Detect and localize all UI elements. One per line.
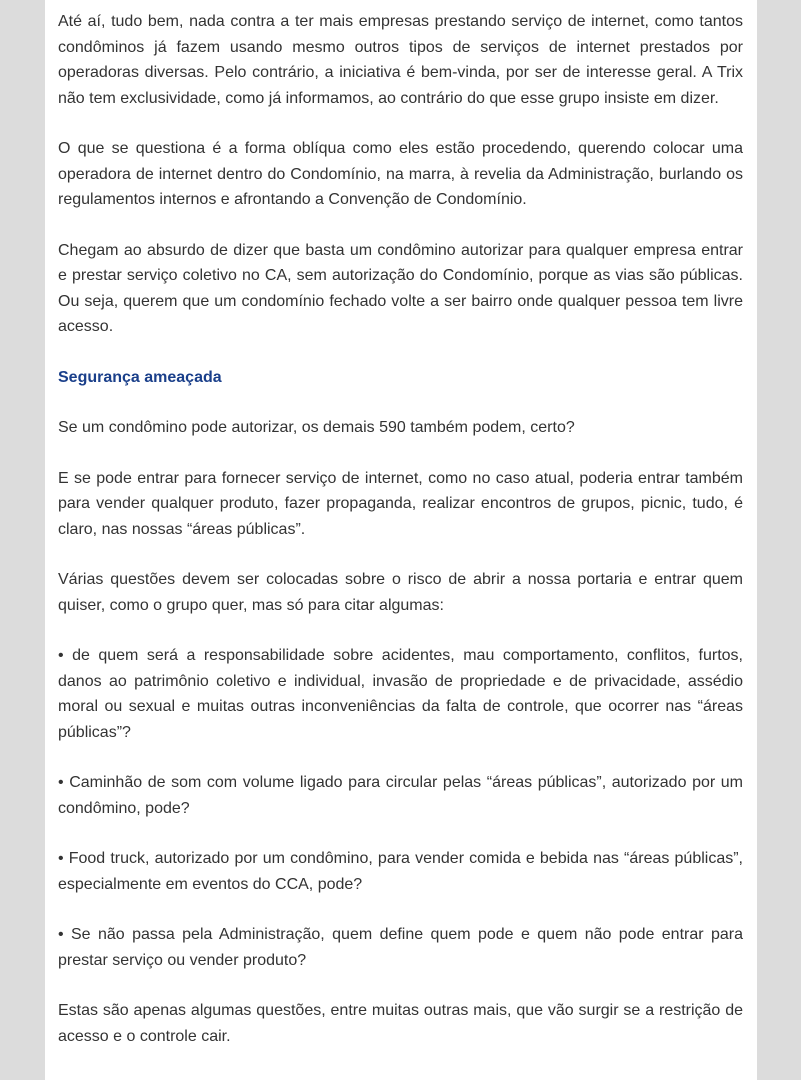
article-body xyxy=(45,0,757,1080)
bullet-food-truck: • Food truck, autorizado por um condômino, para vender comida e bebida nas “áreas públicas”, especialmente em eventos do CCA, pode? xyxy=(58,850,743,893)
paragraph-questions-intro: Várias questões devem ser colocadas sobre o risco de abrir a nossa portaria e entrar quem quiser, como o grupo quer, mas só para citar algumas: xyxy=(58,571,743,614)
paragraph-public-roads-claim: Chegam ao absurdo de dizer que basta um condômino autorizar para qualquer empresa entrar e prestar serviço coletivo no CA, sem autorização do Condomínio, porque as vias são públicas. Ou seja, querem que um condomínio fechado volte a ser bairro onde qualquer pessoa tem livre acesso. xyxy=(58,241,743,335)
paragraph-public-areas-uses: E se pode entrar para fornecer serviço de internet, como no caso atual, poderia entrar também para vender qualquer produto, fazer propaganda, realizar encontros de grupos, picnic, tudo, é claro, nas nossas “áreas públicas”. xyxy=(58,469,743,538)
paragraph-oblique-procedure: O que se questiona é a forma oblíqua como eles estão procedendo, querendo colocar uma operadora de internet dentro do Condomínio, na marra, à revelia da Administração, burlando os regulamentos internos e afrontando a Convenção de Condomínio. xyxy=(58,140,743,208)
bullet-sound-truck: • Caminhão de som com volume ligado para circular pelas “áreas públicas”, autorizado por um condômino, pode? xyxy=(58,774,743,817)
paragraph-conclusion: Estas são apenas algumas questões, entre muitas outras mais, que vão surgir se a restrição de acesso e o controle cair. xyxy=(58,1002,743,1045)
section-heading-security: Segurança ameaçada xyxy=(58,368,222,386)
bullet-who-decides: • Se não passa pela Administração, quem define quem pode e quem não pode entrar para prestar serviço ou vender produto? xyxy=(58,926,743,969)
bullet-responsibility: • de quem será a responsabilidade sobre acidentes, mau comportamento, conflitos, furtos, danos ao patrimônio coletivo e individual, invasão de propriedade e de privacidade, assédio moral ou sexual e muitas outras inconveniências da falta de controle, que ocorrer nas “áreas públicas”? xyxy=(58,647,743,741)
paragraph-590-units: Se um condômino pode autorizar, os demais 590 também podem, certo? xyxy=(58,419,575,436)
paragraph-internet-providers: Até aí, tudo bem, nada contra a ter mais empresas prestando serviço de internet, como tantos condôminos já fazem usando mesmo outros tipos de serviços de internet prestados por operadoras diversas. Pelo contrário, a iniciativa é bem-vinda, por ser de interesse geral. A Trix não tem exclusividade, como já informamos, ao contrário do que esse grupo insiste em dizer. xyxy=(58,13,743,107)
